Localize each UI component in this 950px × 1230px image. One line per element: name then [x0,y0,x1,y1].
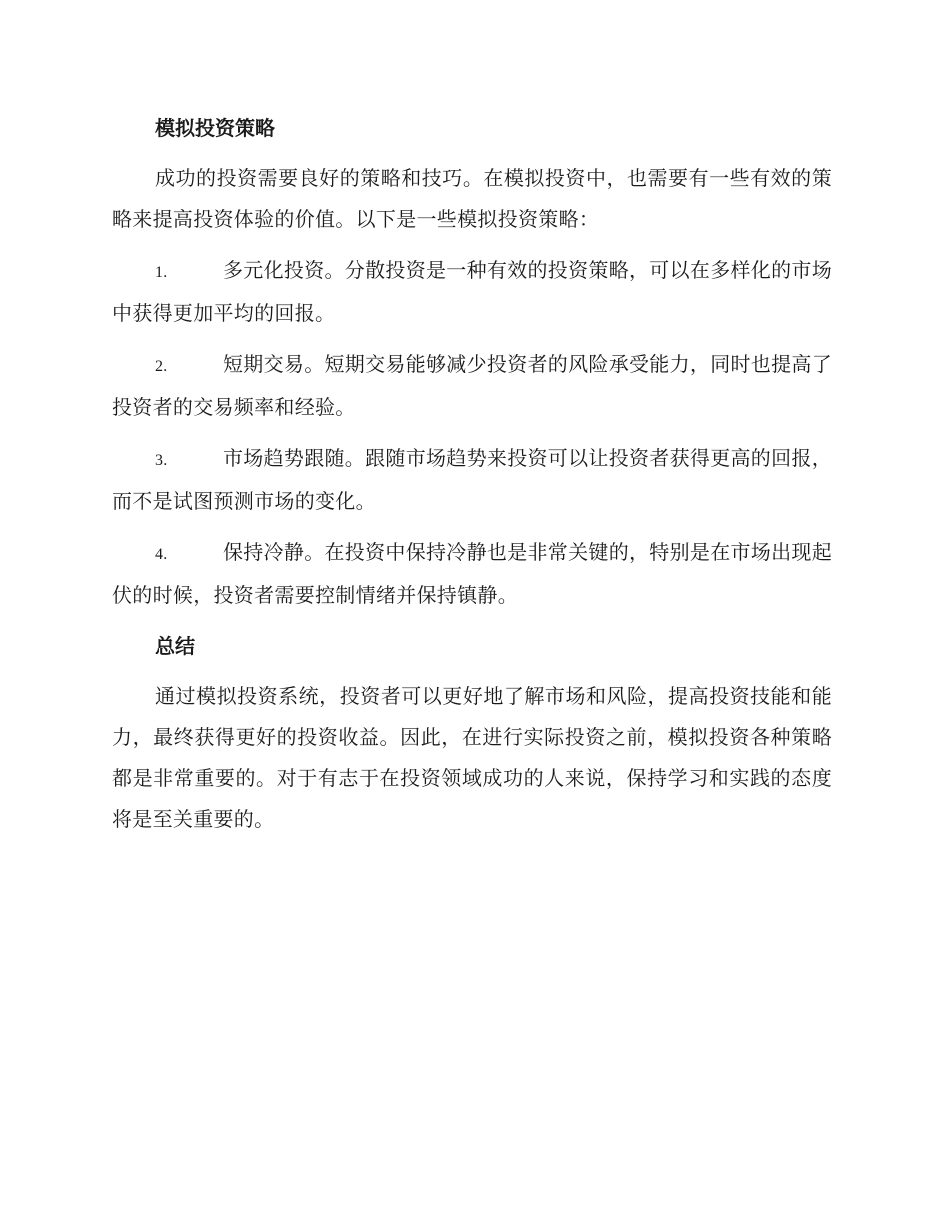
list-item [112,250,832,334]
list-item [112,344,832,428]
list-text: 市场趋势跟随。跟随市场趋势来投资可以让投资者获得更高的回报，而不是试图预测市场的变化。 [112,446,832,513]
intro-paragraph: 成功的投资需要良好的策略和技巧。在模拟投资中，也需要有一些有效的策略来提高投资体验的价值。以下是一些模拟投资策略： [112,166,832,231]
section-heading-summary: 总结 [155,634,195,658]
list-number: 1. [155,264,168,281]
summary-paragraph: 通过模拟投资系统，投资者可以更好地了解市场和风险，提高投资技能和能力，最终获得更好的投资收益。因此，在进行实际投资之前，模拟投资各种策略都是非常重要的。对于有志于在投资领域成功的人来说，保持学习和实践的态度将是至关重要的。 [112,684,832,831]
list-text: 多元化投资。分散投资是一种有效的投资策略，可以在多样化的市场中获得更加平均的回报。 [112,258,832,325]
list-text: 短期交易。短期交易能够减少投资者的风险承受能力，同时也提高了投资者的交易频率和经验。 [112,352,832,419]
list-text: 保持冷静。在投资中保持冷静也是非常关键的，特别是在市场出现起伏的时候，投资者需要控制情绪并保持镇静。 [112,540,832,607]
list-item [112,438,832,522]
list-number: 4. [155,546,168,563]
document-page [112,108,832,850]
list-number: 2. [155,358,168,375]
list-item [112,532,832,616]
section-heading-strategies: 模拟投资策略 [155,116,275,140]
list-number: 3. [155,452,168,469]
